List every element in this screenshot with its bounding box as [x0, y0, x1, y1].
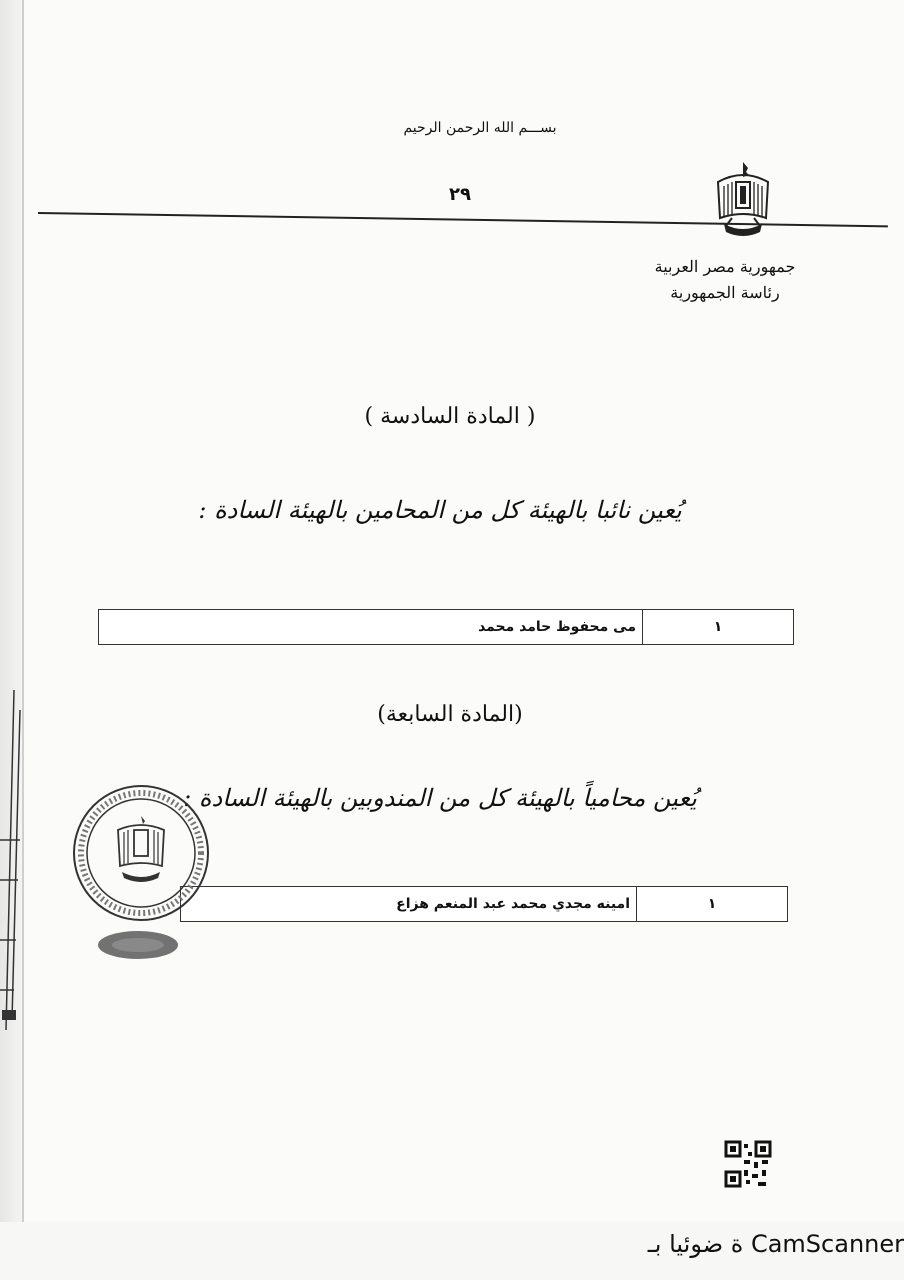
camscanner-footer: ة ضوئيا بـ CamScanner: [647, 1230, 904, 1258]
gov-line-1: جمهورية مصر العربية: [654, 257, 796, 276]
basmala: بســـم الله الرحمن الرحيم: [403, 120, 557, 136]
qr-code-icon: [724, 1140, 772, 1188]
eagle-emblem-icon: [710, 158, 776, 248]
article-6-table: [98, 609, 794, 645]
government-name: [640, 254, 810, 306]
article-7-table: [180, 886, 788, 922]
margin-scan-artifacts: [0, 690, 30, 1040]
article-6-heading: ( المادة السادسة ): [364, 404, 536, 429]
table-row-name: مى محفوظ حامد محمد: [478, 619, 636, 635]
page-number: ٢٩: [449, 184, 471, 205]
official-seal-icon: [70, 782, 212, 924]
article-7-statement: يُعين محامياً بالهيئة كل من المندوبين بالهيئة السادة :: [183, 784, 697, 812]
table-row-number: ١: [636, 887, 787, 921]
table-row-number: ١: [642, 610, 793, 644]
article-6-statement: يُعين نائبا بالهيئة كل من المحامين بالهيئة السادة :: [198, 496, 682, 524]
ink-smudge: [96, 928, 180, 962]
article-7-heading: (المادة السابعة): [377, 702, 523, 727]
gov-line-2: رئاسة الجمهورية: [670, 283, 780, 302]
table-row-name: امينه مجدي محمد عبد المنعم هزاع: [396, 896, 630, 912]
